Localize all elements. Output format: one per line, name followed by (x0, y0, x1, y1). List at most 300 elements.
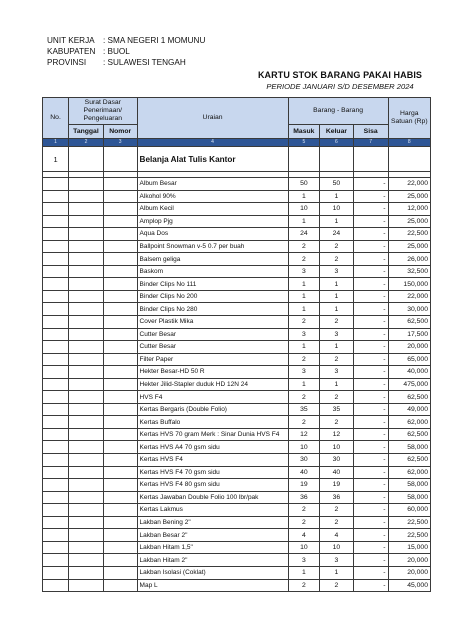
header-harga: Harga Satuan (Rp) (388, 98, 430, 139)
cell-tanggal (69, 265, 104, 278)
table-row (43, 579, 431, 592)
cell-nomor (103, 290, 137, 303)
cell-nomor (103, 391, 137, 404)
table-row (43, 403, 431, 416)
cell-no (43, 328, 69, 341)
cell-no (43, 529, 69, 542)
cell-keluar: 2 (320, 416, 354, 429)
cell-tanggal (69, 328, 104, 341)
cell-nomor (103, 416, 137, 429)
cell-masuk: 2 (288, 504, 320, 517)
cell-harga: 62,000 (388, 416, 430, 429)
cell-uraian: Binder Clips No 200 (137, 290, 288, 303)
cell-no (43, 566, 69, 579)
table-row (43, 516, 431, 529)
table-row (43, 416, 431, 429)
cell-no (43, 378, 69, 391)
cell-masuk: 3 (288, 265, 320, 278)
cell-sisa: - (353, 278, 388, 291)
cell-masuk: 1 (288, 566, 320, 579)
cell-harga: 15,000 (388, 541, 430, 554)
cell-no (43, 253, 69, 266)
cell-uraian: Cover Plastik Mika (137, 316, 288, 329)
cell-tanggal (69, 378, 104, 391)
stock-card-table (42, 97, 431, 592)
cell-sisa: - (353, 366, 388, 379)
section-number: 1 (43, 147, 69, 172)
cell-nomor (103, 316, 137, 329)
table-row (43, 178, 431, 191)
cell-sisa: - (353, 178, 388, 191)
cell-tanggal (69, 566, 104, 579)
cell-sisa: - (353, 316, 388, 329)
header-masuk: Masuk (288, 125, 320, 139)
cell-sisa: - (353, 516, 388, 529)
cell-sisa: - (353, 240, 388, 253)
cell-keluar: 1 (320, 378, 354, 391)
cell-masuk: 2 (288, 253, 320, 266)
cell-keluar: 3 (320, 328, 354, 341)
cell-sisa: - (353, 541, 388, 554)
cell-keluar: 35 (320, 403, 354, 416)
cell-nomor (103, 554, 137, 567)
table-row (43, 203, 431, 216)
table-row (43, 353, 431, 366)
cell-uraian: Album Kecil (137, 203, 288, 216)
cell-harga: 25,000 (388, 215, 430, 228)
cell-harga: 62,500 (388, 391, 430, 404)
cell-harga: 12,000 (388, 203, 430, 216)
cell-uraian: Kertas Jawaban Double Folio 100 lbr/pak (137, 491, 288, 504)
cell-sisa: - (353, 491, 388, 504)
cell-nomor (103, 366, 137, 379)
cell-harga: 62,500 (388, 454, 430, 467)
cell-no (43, 391, 69, 404)
cell-no (43, 353, 69, 366)
cell-tanggal (69, 541, 104, 554)
col-number: 2 (69, 139, 104, 147)
cell-tanggal (69, 253, 104, 266)
cell-nomor (103, 228, 137, 241)
cell-masuk: 1 (288, 303, 320, 316)
col-number: 6 (320, 139, 354, 147)
cell-nomor (103, 278, 137, 291)
cell-sisa: - (353, 428, 388, 441)
cell-harga: 30,000 (388, 303, 430, 316)
cell-masuk: 1 (288, 190, 320, 203)
cell-masuk: 1 (288, 341, 320, 354)
cell-uraian: Aqua Dos (137, 228, 288, 241)
cell-harga: 22,500 (388, 228, 430, 241)
cell-masuk: 4 (288, 529, 320, 542)
cell-nomor (103, 253, 137, 266)
cell-no (43, 479, 69, 492)
document-period: PERIODE JANUARI S/D DESEMBER 2024 (266, 82, 414, 91)
cell-masuk: 3 (288, 328, 320, 341)
cell-sisa: - (353, 328, 388, 341)
cell-keluar: 1 (320, 190, 354, 203)
cell-uraian: Cutter Besar (137, 341, 288, 354)
header-uraian: Uraian (137, 98, 288, 139)
cell-masuk: 3 (288, 554, 320, 567)
cell-nomor (103, 479, 137, 492)
cell-uraian: Ballpoint Snowman v-5 0.7 per buah (137, 240, 288, 253)
cell-nomor (103, 441, 137, 454)
cell-sisa: - (353, 441, 388, 454)
cell-masuk: 1 (288, 290, 320, 303)
cell-keluar: 36 (320, 491, 354, 504)
header-barang: Barang - Barang (288, 98, 388, 125)
cell-sisa: - (353, 353, 388, 366)
cell-nomor (103, 341, 137, 354)
cell-uraian: Lakban Hitam 2" (137, 554, 288, 567)
cell-no (43, 441, 69, 454)
cell-masuk: 19 (288, 479, 320, 492)
cell-harga: 62,500 (388, 428, 430, 441)
table-row (43, 504, 431, 517)
cell-sisa: - (353, 529, 388, 542)
cell-nomor (103, 265, 137, 278)
header-info-label: PROVINSI (47, 58, 87, 67)
col-number: 3 (103, 139, 137, 147)
cell-harga: 58,000 (388, 479, 430, 492)
cell-masuk: 1 (288, 278, 320, 291)
cell-no (43, 265, 69, 278)
cell-sisa: - (353, 228, 388, 241)
cell-uraian: Hekter Jilid-Stapler duduk HD 12N 24 (137, 378, 288, 391)
table-row (43, 316, 431, 329)
header-info-row (47, 35, 205, 46)
cell-keluar: 2 (320, 253, 354, 266)
cell-tanggal (69, 316, 104, 329)
cell-nomor (103, 353, 137, 366)
cell-masuk: 2 (288, 316, 320, 329)
cell-masuk: 2 (288, 240, 320, 253)
header-sisa: Sisa (353, 125, 388, 139)
cell-no (43, 240, 69, 253)
cell-keluar: 1 (320, 278, 354, 291)
column-number-row (43, 139, 431, 147)
cell-uraian: Kertas HVS F4 80 gsm sidu (137, 479, 288, 492)
cell-tanggal (69, 228, 104, 241)
header-info (47, 35, 205, 68)
cell-tanggal (69, 428, 104, 441)
cell-tanggal (69, 190, 104, 203)
cell-uraian: Alkohol 90% (137, 190, 288, 203)
cell-tanggal (69, 454, 104, 467)
cell-keluar: 10 (320, 541, 354, 554)
cell-keluar: 1 (320, 290, 354, 303)
table-row (43, 554, 431, 567)
table-row (43, 529, 431, 542)
header-tanggal: Tanggal (69, 125, 104, 139)
cell-no (43, 403, 69, 416)
cell-masuk: 2 (288, 516, 320, 529)
col-number: 5 (288, 139, 320, 147)
cell-masuk: 2 (288, 391, 320, 404)
cell-masuk: 35 (288, 403, 320, 416)
cell-tanggal (69, 290, 104, 303)
cell-sisa: - (353, 579, 388, 592)
cell-harga: 20,000 (388, 566, 430, 579)
table-row (43, 278, 431, 291)
header-surat-dasar: Surat Dasar Penerimaan/ Pengeluaran (69, 98, 137, 125)
cell-harga: 20,000 (388, 341, 430, 354)
cell-harga: 58,000 (388, 491, 430, 504)
cell-keluar: 2 (320, 504, 354, 517)
cell-harga: 26,000 (388, 253, 430, 266)
cell-harga: 17,500 (388, 328, 430, 341)
header-keluar: Keluar (320, 125, 354, 139)
cell-no (43, 579, 69, 592)
cell-sisa: - (353, 265, 388, 278)
table-row (43, 240, 431, 253)
header-info-value: : SULAWESI TENGAH (103, 58, 186, 67)
cell-nomor (103, 378, 137, 391)
cell-keluar: 50 (320, 178, 354, 191)
cell-nomor (103, 466, 137, 479)
cell-no (43, 491, 69, 504)
cell-masuk: 1 (288, 215, 320, 228)
cell-tanggal (69, 479, 104, 492)
cell-uraian: Filter Paper (137, 353, 288, 366)
cell-keluar: 2 (320, 391, 354, 404)
cell-nomor (103, 579, 137, 592)
header-info-row (47, 57, 205, 68)
table-row (43, 428, 431, 441)
cell-harga: 22,500 (388, 529, 430, 542)
col-number: 7 (353, 139, 388, 147)
cell-uraian: Kertas HVS F4 70 gsm sidu (137, 466, 288, 479)
cell-sisa: - (353, 203, 388, 216)
header-info-value: : BUOL (103, 47, 130, 56)
cell-harga: 60,000 (388, 504, 430, 517)
cell-tanggal (69, 391, 104, 404)
cell-nomor (103, 178, 137, 191)
cell-uraian: Kertas HVS 70 gram Merk : Sinar Dunia HVS F4 (137, 428, 288, 441)
cell-keluar: 3 (320, 554, 354, 567)
cell-tanggal (69, 366, 104, 379)
table-row (43, 454, 431, 467)
cell-harga: 62,500 (388, 316, 430, 329)
cell-uraian: Kertas Lakmus (137, 504, 288, 517)
table-row (43, 566, 431, 579)
cell-keluar: 10 (320, 441, 354, 454)
cell-harga: 49,000 (388, 403, 430, 416)
cell-tanggal (69, 491, 104, 504)
cell-no (43, 215, 69, 228)
cell-nomor (103, 504, 137, 517)
cell-keluar: 2 (320, 516, 354, 529)
table-row (43, 491, 431, 504)
cell-tanggal (69, 215, 104, 228)
header-nomor: Nomor (103, 125, 137, 139)
cell-uraian: Cutter Besar (137, 328, 288, 341)
cell-sisa: - (353, 378, 388, 391)
cell-uraian: Kertas Bergaris (Double Folio) (137, 403, 288, 416)
table-row (43, 215, 431, 228)
table-row (43, 341, 431, 354)
cell-sisa: - (353, 479, 388, 492)
cell-keluar: 40 (320, 466, 354, 479)
cell-tanggal (69, 341, 104, 354)
cell-sisa: - (353, 554, 388, 567)
cell-uraian: Balsem geliga (137, 253, 288, 266)
cell-tanggal (69, 278, 104, 291)
table-row (43, 303, 431, 316)
cell-no (43, 190, 69, 203)
section-row (43, 147, 431, 172)
cell-sisa: - (353, 341, 388, 354)
cell-masuk: 24 (288, 228, 320, 241)
cell-nomor (103, 491, 137, 504)
cell-masuk: 36 (288, 491, 320, 504)
cell-tanggal (69, 203, 104, 216)
cell-harga: 22,500 (388, 516, 430, 529)
cell-harga: 25,000 (388, 190, 430, 203)
cell-uraian: Baskom (137, 265, 288, 278)
table-row (43, 265, 431, 278)
table-row (43, 466, 431, 479)
cell-nomor (103, 328, 137, 341)
cell-sisa: - (353, 504, 388, 517)
cell-no (43, 303, 69, 316)
table-row (43, 190, 431, 203)
cell-harga: 22,000 (388, 178, 430, 191)
cell-no (43, 454, 69, 467)
section-title: Belanja Alat Tulis Kantor (137, 147, 288, 172)
cell-nomor (103, 454, 137, 467)
cell-keluar: 24 (320, 228, 354, 241)
col-number: 1 (43, 139, 69, 147)
cell-no (43, 203, 69, 216)
cell-no (43, 278, 69, 291)
col-number: 8 (388, 139, 430, 147)
cell-no (43, 228, 69, 241)
cell-harga: 62,000 (388, 466, 430, 479)
cell-keluar: 2 (320, 240, 354, 253)
cell-uraian: Kertas HVS F4 (137, 454, 288, 467)
cell-masuk: 10 (288, 541, 320, 554)
cell-keluar: 30 (320, 454, 354, 467)
header-info-value: : SMA NEGERI 1 MOMUNU (103, 36, 206, 45)
cell-nomor (103, 303, 137, 316)
cell-sisa: - (353, 403, 388, 416)
cell-nomor (103, 240, 137, 253)
cell-tanggal (69, 516, 104, 529)
cell-keluar: 1 (320, 341, 354, 354)
cell-tanggal (69, 529, 104, 542)
cell-nomor (103, 566, 137, 579)
cell-harga: 65,000 (388, 353, 430, 366)
cell-masuk: 10 (288, 203, 320, 216)
cell-harga: 475,000 (388, 378, 430, 391)
cell-tanggal (69, 403, 104, 416)
cell-sisa: - (353, 303, 388, 316)
cell-sisa: - (353, 416, 388, 429)
document-title: KARTU STOK BARANG PAKAI HABIS (257, 70, 423, 80)
header-no: No. (43, 98, 69, 139)
cell-no (43, 316, 69, 329)
cell-harga: 22,000 (388, 290, 430, 303)
cell-nomor (103, 428, 137, 441)
cell-no (43, 178, 69, 191)
cell-tanggal (69, 240, 104, 253)
table-row (43, 290, 431, 303)
cell-uraian: Kertas Buffalo (137, 416, 288, 429)
cell-no (43, 428, 69, 441)
cell-masuk: 2 (288, 416, 320, 429)
cell-uraian: Binder Clips No 280 (137, 303, 288, 316)
table-row (43, 391, 431, 404)
cell-nomor (103, 190, 137, 203)
table-row (43, 228, 431, 241)
cell-masuk: 50 (288, 178, 320, 191)
table-row (43, 441, 431, 454)
cell-tanggal (69, 303, 104, 316)
cell-uraian: Lakban Hitam 1,5" (137, 541, 288, 554)
cell-uraian: Lakban Bening 2" (137, 516, 288, 529)
cell-no (43, 516, 69, 529)
cell-no (43, 504, 69, 517)
cell-keluar: 2 (320, 353, 354, 366)
cell-sisa: - (353, 454, 388, 467)
cell-uraian: Map L (137, 579, 288, 592)
cell-no (43, 554, 69, 567)
cell-no (43, 541, 69, 554)
cell-masuk: 12 (288, 428, 320, 441)
cell-nomor (103, 203, 137, 216)
cell-keluar: 4 (320, 529, 354, 542)
cell-tanggal (69, 441, 104, 454)
cell-nomor (103, 529, 137, 542)
cell-uraian: Lakban Isolasi (Coklat) (137, 566, 288, 579)
table-row (43, 479, 431, 492)
table-row (43, 366, 431, 379)
cell-sisa: - (353, 466, 388, 479)
cell-uraian: Binder Clips No 111 (137, 278, 288, 291)
header-info-row (47, 46, 205, 57)
cell-masuk: 30 (288, 454, 320, 467)
cell-tanggal (69, 466, 104, 479)
cell-no (43, 416, 69, 429)
cell-masuk: 2 (288, 579, 320, 592)
cell-nomor (103, 403, 137, 416)
cell-tanggal (69, 178, 104, 191)
cell-keluar: 3 (320, 366, 354, 379)
cell-harga: 20,000 (388, 554, 430, 567)
cell-keluar: 1 (320, 215, 354, 228)
cell-keluar: 10 (320, 203, 354, 216)
cell-uraian: Hekter Besar-HD 50 R (137, 366, 288, 379)
cell-harga: 150,000 (388, 278, 430, 291)
cell-uraian: Amplop Pjg (137, 215, 288, 228)
cell-masuk: 2 (288, 353, 320, 366)
cell-harga: 58,000 (388, 441, 430, 454)
table-row (43, 378, 431, 391)
cell-harga: 45,000 (388, 579, 430, 592)
col-number: 4 (137, 139, 288, 147)
cell-harga: 40,000 (388, 366, 430, 379)
table-row (43, 253, 431, 266)
cell-sisa: - (353, 566, 388, 579)
cell-masuk: 1 (288, 378, 320, 391)
cell-uraian: Lakban Besar 2" (137, 529, 288, 542)
cell-keluar: 1 (320, 303, 354, 316)
header-info-label: KABUPATEN (47, 47, 96, 56)
cell-tanggal (69, 504, 104, 517)
cell-harga: 25,000 (388, 240, 430, 253)
